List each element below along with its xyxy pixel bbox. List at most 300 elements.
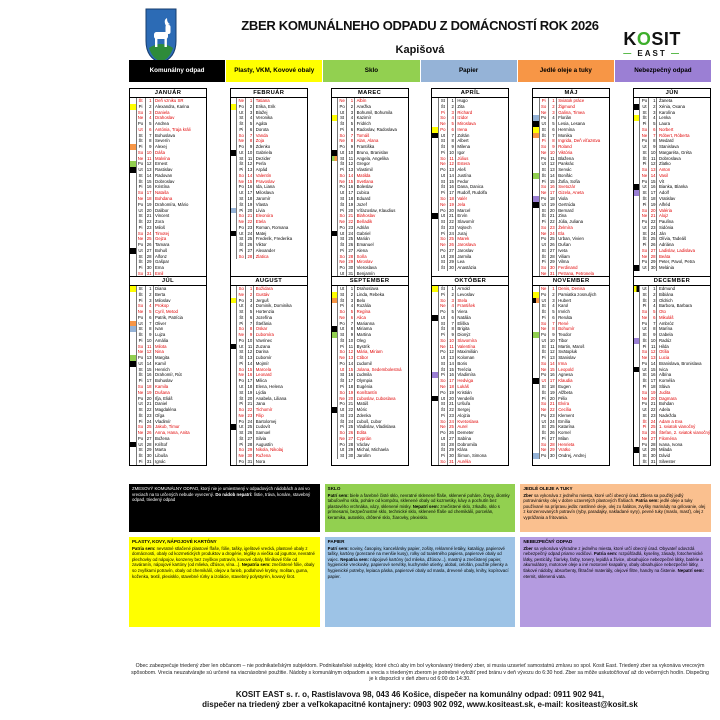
day-number: 9 — [146, 332, 154, 338]
weekday-abbr: So — [338, 349, 347, 355]
info-box-title: PAPIER — [327, 539, 345, 544]
weekday-abbr: Št — [137, 413, 146, 419]
name-day: Lea — [457, 259, 465, 265]
month-title: SEPTEMBER — [332, 277, 408, 286]
weekday-abbr: So — [540, 265, 549, 271]
day-number: 11 — [147, 155, 152, 161]
name-day: Sabína — [457, 435, 472, 441]
day-number: 25 — [449, 236, 454, 242]
day-number: 30 — [650, 453, 656, 459]
name-day: Kristína — [155, 184, 170, 190]
name-day: Nataša — [155, 190, 169, 196]
name-day: Svetlana — [356, 178, 374, 184]
name-day: Regína — [356, 309, 371, 315]
weekday-abbr: Pi — [237, 401, 246, 407]
day-number: 25 — [247, 236, 253, 242]
day-number: 8 — [649, 138, 657, 144]
weekday-abbr: Pi — [439, 190, 448, 196]
weekday-abbr: So — [640, 208, 649, 214]
day-number: 23 — [146, 224, 152, 230]
day-number: 15 — [146, 178, 152, 184]
weekday-abbr: Pi — [137, 265, 146, 271]
calendar-day-row — [634, 265, 710, 271]
weekday-abbr: Št — [338, 419, 347, 425]
weekday-abbr: So — [439, 236, 448, 242]
day-number: 21 — [549, 213, 555, 219]
day-number: 3 — [347, 298, 355, 304]
calendar-day-row — [130, 459, 206, 465]
name-day: Lýdia — [255, 389, 267, 395]
name-day: Iľja, Eliáš — [155, 395, 173, 401]
day-number: 4 — [649, 303, 657, 309]
name-day: Karolína — [658, 109, 675, 115]
name-day: Lucia — [658, 355, 670, 361]
name-day: Blažena — [558, 155, 574, 161]
name-day: Bohuslav — [155, 378, 173, 384]
name-day: Magdaléna — [155, 407, 177, 413]
name-day: Fridrich — [356, 121, 371, 127]
weekday-abbr: Pi — [137, 104, 146, 110]
day-number: 30 — [348, 265, 354, 271]
weekday-abbr: Ne — [237, 138, 246, 144]
day-number: 2 — [347, 104, 355, 110]
day-number: 20 — [650, 395, 656, 401]
weekday-abbr: St — [540, 167, 549, 173]
name-day: Soňa — [356, 253, 367, 259]
weekday-abbr: Št — [439, 265, 448, 271]
weekday-abbr: Ut — [137, 321, 146, 327]
name-day: Tamara — [155, 242, 170, 248]
month-table-jún — [633, 88, 711, 278]
day-number: 26 — [449, 242, 454, 248]
day-number: 24 — [650, 230, 656, 236]
weekday-abbr: So — [640, 127, 649, 133]
weekday-abbr: So — [439, 338, 448, 344]
day-number: 21 — [247, 401, 253, 407]
weekday-abbr: Ut — [237, 190, 246, 196]
day-number: 2 — [649, 292, 657, 298]
weekday-abbr: St — [137, 213, 146, 219]
name-day: Valér — [457, 196, 468, 202]
day-number: 12 — [549, 161, 555, 167]
weekday-abbr: Št — [540, 309, 549, 315]
weekday-abbr: Ne — [237, 413, 246, 419]
name-day: Vratko — [558, 447, 571, 453]
weekday-abbr: So — [640, 349, 649, 355]
day-number: 31 — [247, 458, 253, 464]
name-day: Dana, Danica — [457, 184, 484, 190]
footer-note: Obec zabezpečuje triedený zber len občanom – nie podnikateľským subjektom. Podnikateľské subjekty, ktoré chcú aby im bol vykonávaný triedený zber, si musia uzavrieť samostatnú zmluvu so spol. Kosit East. Triedený zber sa vykonáva vrecovým spôsobom. Vrecia neuzatvárajte sú určené na viacnásobné použitie. Nádoby s komunálnym odpadom a vrecia s triedeným zberom je potrebné vyložiť pred bránu v deň vývozu do 6:30 hod. Zber sa môže uskutočňovať až do večerných hodín. Dispečing je k dispozícii v deň zberu od 6:00 do 14:30. — [131, 663, 709, 683]
weekday-abbr: St — [439, 401, 448, 407]
name-day: Dorota — [255, 126, 269, 132]
name-day: Ernest — [155, 161, 168, 167]
info-column-3 — [520, 484, 711, 627]
weekday-abbr: Ne — [338, 138, 347, 144]
weekday-abbr: So — [439, 196, 448, 202]
day-number: 14 — [146, 360, 152, 366]
day-number: 6 — [146, 127, 154, 133]
weekday-abbr: Pi — [540, 98, 549, 104]
name-day: Perla — [255, 161, 266, 167]
day-number: 3 — [146, 298, 154, 304]
weekday-abbr: St — [338, 156, 347, 162]
day-number: 28 — [247, 441, 253, 447]
day-number: 13 — [549, 167, 555, 173]
day-number: 20 — [348, 395, 354, 401]
day-number: 11 — [348, 155, 354, 161]
name-day: Marína — [658, 326, 673, 332]
day-number: 4 — [448, 115, 456, 121]
day-number: 23 — [449, 224, 454, 230]
name-day: Blažej — [255, 109, 268, 115]
weekday-abbr: Št — [338, 378, 347, 384]
weekday-abbr: Po — [439, 349, 448, 355]
day-number: 3 — [146, 110, 154, 116]
weekday-abbr: St — [540, 424, 549, 430]
calendar-day-row — [332, 453, 408, 459]
weekday-abbr: Pi — [137, 225, 146, 231]
calendar-day-row — [231, 254, 307, 260]
name-day: Jaromír — [255, 196, 271, 202]
weekday-abbr: Ne — [640, 396, 649, 402]
day-number: 18 — [146, 384, 152, 390]
day-number: 10 — [146, 149, 152, 155]
day-number: 20 — [146, 207, 152, 213]
name-day: Radúz — [658, 337, 672, 343]
weekday-abbr: Ne — [540, 150, 549, 156]
day-number: 23 — [650, 412, 656, 418]
name-day: Bohdan — [658, 401, 674, 407]
name-day: Henrieta — [558, 441, 575, 447]
weekday-abbr: Pi — [439, 332, 448, 338]
day-number: 21 — [146, 213, 152, 219]
day-number: 1 — [549, 98, 557, 104]
weekday-abbr: Ne — [137, 236, 146, 242]
day-number: 11 — [651, 343, 656, 349]
weekday-abbr: Pi — [640, 161, 649, 167]
day-number: 6 — [347, 315, 355, 321]
name-day: Agáta — [255, 121, 268, 127]
weekday-abbr: Ne — [540, 407, 549, 413]
weekday-abbr: Pi — [640, 384, 649, 390]
calendar-day-row — [533, 453, 609, 459]
month-table-september — [331, 276, 409, 466]
weekday-abbr: Št — [439, 286, 448, 292]
weekday-abbr: So — [640, 430, 649, 436]
name-day: Pamiatka zosnulých — [558, 291, 597, 297]
name-day: Maximilián — [457, 349, 478, 355]
name-day: Urban, Vivien — [558, 236, 584, 242]
day-number: 5 — [649, 121, 657, 127]
weekday-abbr: St — [338, 115, 347, 121]
day-number: 15 — [650, 366, 656, 372]
day-number: 4 — [549, 115, 557, 121]
name-day: Ambróz — [658, 320, 674, 326]
weekday-abbr: Pi — [338, 248, 347, 254]
weekday-abbr: So — [640, 390, 649, 396]
day-number: 22 — [247, 407, 253, 413]
weekday-abbr: St — [439, 219, 448, 225]
weekday-abbr: Št — [640, 298, 649, 304]
weekday-abbr: Po — [439, 430, 448, 436]
day-number: 1 — [146, 286, 154, 292]
name-day: Lujza — [155, 332, 166, 338]
name-day: Ľudomil — [356, 360, 372, 366]
name-day: Ľudovít — [255, 424, 270, 430]
day-number: 26 — [650, 430, 656, 436]
day-number: 6 — [649, 127, 657, 133]
name-day: Viola — [558, 196, 568, 202]
day-number: 1 — [246, 286, 254, 292]
name-day: Zdenko — [255, 144, 271, 150]
name-day: Radoslav, Radoslava — [356, 126, 397, 132]
name-day: Diana — [155, 286, 167, 291]
day-number: 5 — [649, 309, 657, 315]
name-day: Estera — [457, 161, 470, 167]
day-number: 17 — [650, 190, 656, 196]
name-day: Florián — [558, 115, 572, 121]
day-number: 5 — [146, 309, 154, 315]
day-number: 16 — [650, 184, 656, 190]
weekday-abbr: Ne — [540, 447, 549, 453]
name-day: Ida, Liana — [255, 184, 275, 190]
day-number: 25 — [650, 236, 656, 242]
weekday-abbr: Št — [137, 259, 146, 265]
name-day: Eugen — [558, 384, 571, 390]
day-number: 30 — [650, 265, 656, 271]
day-number: 19 — [650, 201, 656, 207]
day-number: 12 — [650, 161, 656, 167]
name-day: Viliam — [558, 253, 570, 259]
weekday-abbr: St — [137, 286, 146, 292]
weekday-abbr: Št — [237, 202, 246, 208]
weekday-abbr: Ut — [540, 202, 549, 208]
month-table-júl — [129, 276, 207, 466]
weekday-abbr: Ut — [237, 231, 246, 237]
name-day: Július — [457, 155, 469, 161]
kosit-east-logo — [623, 30, 681, 58]
name-day: Gertrúda — [558, 201, 576, 207]
day-number: 18 — [348, 196, 354, 202]
weekday-abbr: Po — [237, 338, 246, 344]
day-number: 12 — [146, 349, 152, 355]
day-number: 26 — [449, 430, 454, 436]
weekday-abbr: St — [439, 321, 448, 327]
weekday-abbr: Pi — [640, 303, 649, 309]
name-day: Gašpar — [155, 259, 170, 265]
weekday-abbr: So — [137, 344, 146, 350]
name-day: Jarmila — [457, 253, 472, 259]
weekday-abbr: Pi — [540, 436, 549, 442]
name-day: Ferdinand — [558, 265, 578, 271]
day-number: 20 — [247, 207, 253, 213]
name-day: Dušan — [558, 242, 571, 248]
legend-item-plasty: Plasty, VKM, Kovové obaly — [226, 60, 322, 82]
name-day: Václav — [356, 441, 370, 447]
name-day: Antónia, Traja králi — [155, 126, 191, 132]
name-day: Radovan — [155, 172, 173, 178]
info-box-jedle-oleje — [520, 484, 711, 532]
day-number: 2 — [146, 292, 154, 298]
month-title: NOVEMBER — [533, 277, 609, 286]
name-day: Ignác — [155, 458, 166, 464]
day-number: 14 — [449, 172, 454, 178]
weekday-abbr: Pi — [540, 355, 549, 361]
weekday-abbr: Ne — [137, 309, 146, 315]
weekday-abbr: Ne — [338, 355, 347, 361]
day-number: 6 — [246, 127, 254, 133]
day-number: 9 — [649, 144, 657, 150]
weekday-abbr: Pi — [640, 424, 649, 430]
name-day: Viera — [457, 309, 468, 315]
weekday-abbr: Ut — [640, 326, 649, 332]
name-day: Izabela — [658, 332, 673, 338]
name-day: Vlastimil — [356, 167, 373, 173]
name-day: Etela — [255, 219, 266, 225]
name-day: Svetozár — [558, 184, 576, 190]
name-day: Dáša — [155, 149, 166, 155]
weekday-abbr: Ut — [640, 184, 649, 190]
weekday-abbr: Št — [137, 332, 146, 338]
name-day: Lenka — [658, 115, 671, 121]
name-day: Samuel — [255, 430, 271, 436]
day-number: 30 — [146, 453, 152, 459]
name-day: Demeter — [457, 430, 474, 436]
name-day: Sidónia — [658, 224, 674, 230]
weekday-abbr: Po — [540, 156, 549, 162]
weekday-abbr: Po — [540, 453, 549, 459]
name-day: Monika — [558, 132, 573, 138]
name-day: Oskar — [255, 326, 268, 332]
name-day: Mikuláš — [658, 314, 674, 320]
name-day: Leopold — [558, 366, 574, 372]
name-day: Bibiána — [658, 291, 674, 297]
name-day: Ivica — [658, 366, 668, 372]
day-number: 14 — [146, 172, 152, 178]
name-day: Darina — [255, 349, 269, 355]
day-number: 1 — [448, 286, 456, 292]
day-number: 16 — [549, 372, 555, 378]
name-day: Ján — [658, 230, 666, 236]
weekday-abbr: Ne — [338, 315, 347, 321]
day-number: 10 — [549, 149, 555, 155]
day-number: 18 — [650, 196, 656, 202]
weekday-abbr: Ne — [338, 219, 347, 225]
weekday-abbr: So — [338, 430, 347, 436]
name-day: Alica — [356, 314, 366, 320]
name-day: Miloslava — [255, 190, 274, 196]
day-number: 4 — [146, 115, 154, 121]
info-column-2 — [325, 484, 516, 627]
day-number: 28 — [549, 253, 555, 259]
waste-type-legend — [129, 60, 711, 82]
name-day: Koloman — [457, 355, 475, 361]
legend-item-nebezpecny: Nebezpečný odpad — [615, 60, 711, 82]
weekday-abbr: Po — [137, 202, 146, 208]
weekday-abbr: Št — [540, 133, 549, 139]
name-day: Alfréd — [658, 201, 671, 207]
weekday-abbr: St — [137, 254, 146, 260]
day-number: 2 — [347, 292, 355, 298]
weekday-abbr: Ut — [540, 161, 549, 167]
day-number: 6 — [146, 315, 154, 321]
name-day: Milena — [457, 144, 471, 150]
weekday-abbr: St — [439, 259, 448, 265]
weekday-abbr: Št — [640, 236, 649, 242]
day-number: 5 — [246, 121, 254, 127]
name-day: Gejza — [155, 236, 167, 242]
weekday-abbr: Po — [338, 184, 347, 190]
day-number: 25 — [449, 424, 454, 430]
day-number: 29 — [449, 447, 454, 453]
name-day: Barbora, Barbara — [658, 303, 692, 309]
name-day: Adolf — [658, 190, 669, 196]
day-number: 14 — [549, 360, 555, 366]
name-day: Zoja — [255, 138, 265, 144]
weekday-abbr: St — [338, 453, 347, 459]
weekday-abbr: St — [439, 98, 448, 104]
weekday-abbr: Ut — [540, 121, 549, 127]
name-day: Augustín — [255, 441, 273, 447]
weekday-abbr: Po — [338, 104, 347, 110]
name-day: Gabriela — [255, 149, 273, 155]
day-number: 11 — [147, 343, 152, 349]
name-day: Oto — [658, 309, 666, 315]
name-day: Zuzana — [255, 343, 271, 349]
weekday-abbr: Ut — [540, 378, 549, 384]
day-number: 5 — [448, 121, 456, 127]
day-number: 28 — [348, 441, 354, 447]
name-day: Jela — [457, 201, 466, 207]
name-day: Beňadik — [356, 219, 373, 225]
weekday-abbr: Pi — [640, 242, 649, 248]
weekday-abbr: Po — [640, 138, 649, 144]
name-day: Iveta — [558, 247, 568, 253]
day-number: 10 — [348, 149, 354, 155]
day-number: 16 — [549, 184, 555, 190]
name-day: Móric — [356, 407, 368, 413]
weekday-abbr: So — [439, 115, 448, 121]
day-number: 11 — [550, 343, 555, 349]
name-day: Benjamín — [356, 270, 375, 276]
name-day: Matej — [255, 230, 267, 236]
weekday-abbr: Pi — [540, 179, 549, 185]
month-table-marec — [331, 88, 409, 278]
day-number: 3 — [549, 298, 557, 304]
name-day: Gizela, Aneta — [558, 190, 584, 196]
weekday-abbr: Po — [137, 242, 146, 248]
day-number: 25 — [146, 236, 152, 242]
day-number: 23 — [247, 224, 253, 230]
name-day: Nina — [155, 349, 164, 355]
name-day: Cyril, Metod — [155, 309, 178, 315]
day-number: 28 — [247, 253, 253, 259]
name-day: Martina — [356, 332, 371, 338]
weekday-abbr: Št — [137, 138, 146, 144]
name-day: Michal, Michaela — [356, 447, 389, 453]
weekday-abbr: Ne — [439, 242, 448, 248]
weekday-abbr: Ut — [137, 401, 146, 407]
name-day: Dionýz — [457, 332, 471, 338]
weekday-abbr: Ut — [640, 265, 649, 271]
weekday-abbr: Pi — [338, 424, 347, 430]
weekday-abbr: Pi — [237, 127, 246, 133]
name-day: Alan, Alana — [356, 138, 379, 144]
day-number: 21 — [449, 401, 454, 407]
name-day: František — [457, 303, 476, 309]
day-number: 23 — [549, 224, 555, 230]
weekday-abbr: Pi — [439, 110, 448, 116]
